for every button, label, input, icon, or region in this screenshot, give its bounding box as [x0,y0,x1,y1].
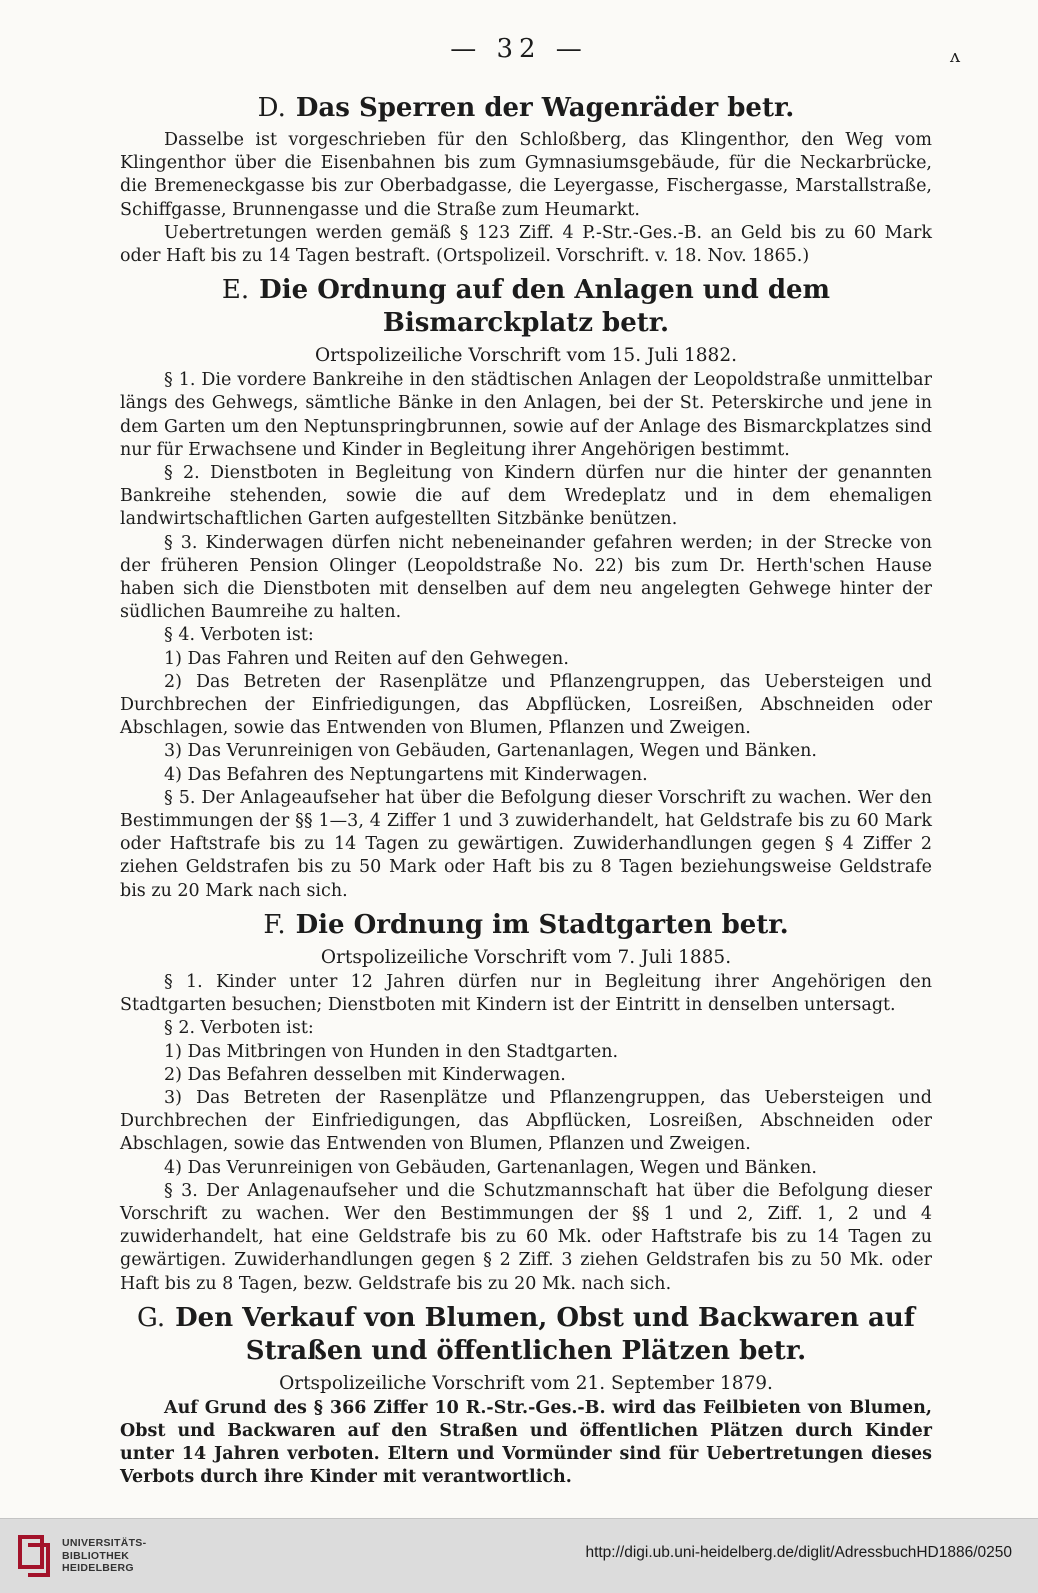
paragraph: § 5. Der Anlageaufseher hat über die Befolgung dieser Vorschrift zu wachen. Wer den Bestimmungen der §§ 1—3, 4 Ziffer 1 und 3 zuwiderhandelt, hat Geldstrafe bis zu 60 Mark oder Haftstrafe bis zu 14 Tagen zu gewärtigen. Zuwiderhandlungen gegen § 4 Ziffer 2 ziehen Geldstrafen bis zu 50 Mark oder Haft bis zu 8 Tagen beziehungsweise Geldstrafe bis zu 20 Mark nach sich. [120,787,932,901]
corner-mark: ʌ [950,46,961,67]
section-e-title: E. Die Ordnung auf den Anlagen und dem Bismarckplatz betr. [221,275,831,339]
list-item: 4) Das Befahren des Neptungartens mit Kinderwagen. [164,764,648,785]
section-f [120,909,932,1296]
list-item: 4) Das Verunreinigen von Gebäuden, Gartenanlagen, Wegen und Bänken. [164,1157,817,1178]
section-f-subtitle: Ortspolizeiliche Vorschrift vom 7. Juli 1885. [320,946,732,968]
section-g-title: G. Den Verkauf von Blumen, Obst und Backwaren auf Straßen und öffentlichen Plätzen betr. [137,1302,915,1366]
section-g-subtitle: Ortspolizeiliche Vorschrift vom 21. September 1879. [279,1372,773,1394]
paragraph: § 1. Kinder unter 12 Jahren dürfen nur in Begleitung ihrer Angehörigen den Stadtgarten besuchen; Dienstboten mit Kindern ist der Eintritt in denselben untersagt. [120,971,932,1016]
section-f-title: F. Die Ordnung im Stadtgarten betr. [263,909,789,940]
section-g [120,1302,932,1490]
section-e [120,274,932,903]
paragraph: Uebertretungen werden gemäß § 123 Ziff. 4 P.-Str.-Ges.-B. an Geld bis zu 60 Mark oder Haft bis zu 14 Tagen bestraft. (Ortspolizeil. Vorschrift. v. 18. Nov. 1865.) [120,222,932,267]
page-number: — 32 — [450,34,588,64]
paragraph: § 2. Dienstboten in Begleitung von Kindern dürfen nur die hinter der genannten Bankreihe stehenden, sowie die auf dem Wredeplatz und in dem ehemaligen landwirtschaftlichen Garten aufgestellten Sitzbänke benützen. [120,463,932,530]
list-item: 1) Das Fahren und Reiten auf den Gehwegen. [164,648,569,669]
list-item: 3) Das Betreten der Rasenplätze und Pflanzengruppen, das Uebersteigen und Durchbrechen der Einfriedigungen, das Abpflücken, Losreißen, Abschneiden oder Abschlagen, sowie das Entwenden von Blumen, Pflanzen und Zweigen. [120,1087,932,1155]
section-d-title: D. Das Sperren der Wagenräder betr. [257,93,795,123]
paragraph: § 3. Kinderwagen dürfen nicht nebeneinander gefahren werden; in der Strecke von der früheren Pension Olinger (Leopoldstraße No. 22) bis zum Dr. Herth'schen Hause haben sich die Dienstboten mit denselben auf dem neu angelegten Gehwege hinter der südlichen Baumreihe zu halten. [120,532,932,623]
library-name: UNIVERSITÄTS- BIBLIOTHEK HEIDELBERG [62,1537,147,1574]
section-e-subtitle: Ortspolizeiliche Vorschrift vom 15. Juli 1882. [315,345,737,367]
list-item: 2) Das Befahren desselben mit Kinderwagen. [164,1064,566,1085]
permalink-url[interactable]: http://digi.ub.uni-heidelberg.de/diglit/AdressbuchHD1886/0250 [585,1544,1012,1561]
list-item: 3) Das Verunreinigen von Gebäuden, Gartenanlagen, Wegen und Bänken. [164,741,817,762]
paragraph: § 1. Die vordere Bankreihe in den städtischen Anlagen der Leopoldstraße unmittelbar längs des Gehwegs, sämtliche Bänke in den Anlagen, bei der St. Peterskirche und jene in dem Garten um den Neptunspringbrunnen, sowie auf der Anlage des Bismarckplatzes sind nur für Erwachsene und Kinder in Begleitung ihrer Angehörigen bestimmt. [120,370,932,460]
library-logo-icon [14,1533,54,1579]
section-d [120,92,932,268]
paragraph: Auf Grund des § 366 Ziffer 10 R.-Str.-Ges.-B. wird das Feilbieten von Blumen, Obst und Backwaren auf den Straßen und öffentlichen Plätzen durch Kinder unter 14 Jahren verboten. Eltern und Vormünder sind für Uebertretungen dieses Verbots durch ihre Kinder mit verantwortlich. [120,1397,932,1488]
list-item: 2) Das Betreten der Rasenplätze und Pflanzengruppen, das Uebersteigen und Durchbrechen der Einfriedigungen, das Abpflücken, Losreißen, Abschneiden oder Abschlagen, sowie das Entwenden von Blumen, Pflanzen und Zweigen. [120,671,932,739]
paragraph: § 4. Verboten ist: [164,625,314,646]
paragraph: Dasselbe ist vorgeschrieben für den Schloßberg, das Klingenthor, den Weg vom Klingenthor über die Eisenbahnen bis zum Gymnasiumsgebäude, für die Neckarbrücke, die Bremeneckgasse bis zur Oberbadgasse, die Leyergasse, Fischergasse, Marstallstraße, Schiffgasse, Brunnengasse und die Straße zum Heumarkt. [120,130,932,220]
paragraph: § 2. Verboten ist: [164,1018,314,1039]
viewer-footer [0,1518,1038,1593]
paragraph: § 3. Der Anlagenaufseher und die Schutzmannschaft hat über die Befolgung dieser Vorschrift zu wachen. Wer den Bestimmungen der §§ 1 und 2, Ziff. 1, 2 und 4 zuwiderhandelt, hat eine Geldstrafe bis zu 60 Mk. oder Haftstrafe bis zu 14 Tagen zu gewärtigen. Zuwiderhandlungen gegen § 2 Ziff. 3 ziehen Geldstrafen bis zu 50 Mk. oder Haft bis zu 8 Tagen, bezw. Geldstrafe bis zu 20 Mk. nach sich. [120,1180,932,1294]
list-item: 1) Das Mitbringen von Hunden in den Stadtgarten. [164,1041,619,1062]
page-content [120,86,932,1490]
